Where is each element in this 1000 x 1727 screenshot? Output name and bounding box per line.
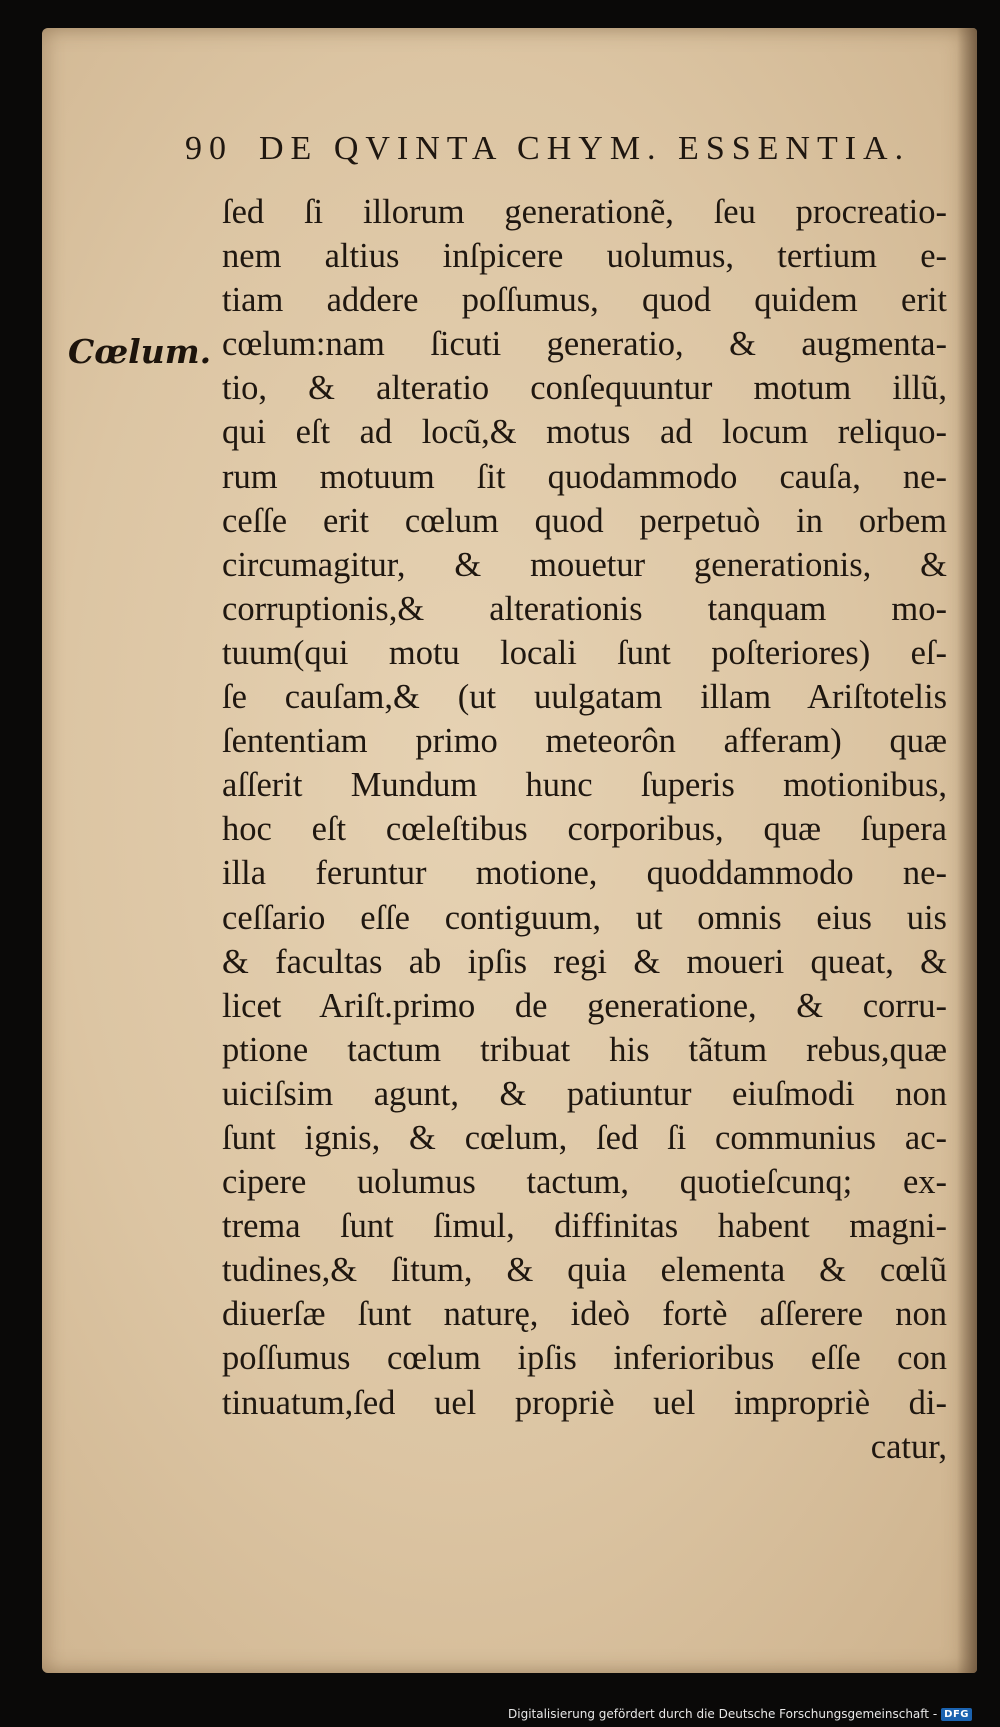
text-line: poſſumus cœlum ipſis inferioribus eſſe con	[222, 1339, 947, 1378]
page-number: 90	[185, 130, 233, 167]
text-line: illa feruntur motione, quoddammodo ne-	[222, 854, 947, 893]
text-line: tio, & alteratio conſequuntur motum illũ,	[222, 369, 947, 408]
text-line: ptione tactum tribuat his tãtum rebus,quæ	[222, 1030, 947, 1069]
catchword-line: catur,	[870, 1427, 947, 1466]
dfg-logo-icon: DFG	[941, 1708, 972, 1721]
text-line: rum motuum ſit quodammodo cauſa, ne-	[222, 457, 947, 496]
body-text	[222, 190, 947, 1469]
text-line: ſententiam primo meteorôn afferam) quæ	[222, 722, 947, 761]
text-line: ceſſario eſſe contiguum, ut omnis eius uis	[222, 898, 947, 937]
text-line: licet Ariſt.primo de generatione, & corru-	[222, 986, 947, 1025]
text-line: tuum(qui motu locali ſunt poſteriores) eſ-	[222, 633, 947, 672]
text-line: ſe cauſam,& (ut uulgatam illam Ariſtotelis	[222, 678, 947, 717]
text-line: aſſerit Mundum hunc ſuperis motionibus,	[222, 766, 947, 805]
text-line: corruptionis,& alterationis tanquam mo-	[222, 589, 947, 628]
text-line: qui eſt ad locũ,& motus ad locum reliquo-	[222, 413, 947, 452]
text-line: tudines,& ſitum, & quia elementa & cœlũ	[222, 1251, 947, 1290]
text-line: cœlum:nam ſicuti generatio, & augmenta-	[222, 325, 947, 364]
running-header	[185, 130, 911, 190]
text-line: hoc eſt cœleſtibus corporibus, quæ ſupera	[222, 810, 947, 849]
text-line: tiam addere poſſumus, quod quidem erit	[222, 281, 947, 320]
text-line: uiciſsim agunt, & patiuntur eiuſmodi non	[222, 1074, 947, 1113]
text-line: ceſſe erit cœlum quod perpetuò in orbem	[222, 501, 947, 540]
text-line: tinuatum,ſed uel propriè uel impropriè di-	[222, 1383, 947, 1422]
text-line: diuerſæ ſunt naturę, ideò fortè aſſerere non	[222, 1295, 947, 1334]
footer-text: Digitalisierung gefördert durch die Deutsche Forschungsgemeinschaft -	[508, 1707, 938, 1721]
text-line: circumagitur, & mouetur generationis, &	[222, 545, 947, 584]
digitization-footer	[508, 1705, 972, 1723]
running-title: DE QVINTA CHYM. ESSENTIA.	[259, 130, 911, 167]
margin-note: Cœlum.	[68, 332, 212, 371]
text-line: nem altius inſpicere uolumus, tertium e-	[222, 237, 947, 276]
text-line: trema ſunt ſimul, diffinitas habent magni-	[222, 1207, 947, 1246]
page-edge-shadow	[957, 28, 977, 1673]
text-line: ſed ſi illorum generationẽ, ſeu procreatio-	[222, 193, 947, 231]
text-line: & facultas ab ipſis regi & moueri queat, &	[222, 942, 947, 981]
text-line: ſunt ignis, & cœlum, ſed ſi communius ac-	[222, 1118, 947, 1157]
text-line: cipere uolumus tactum, quotieſcunq; ex-	[222, 1163, 947, 1202]
